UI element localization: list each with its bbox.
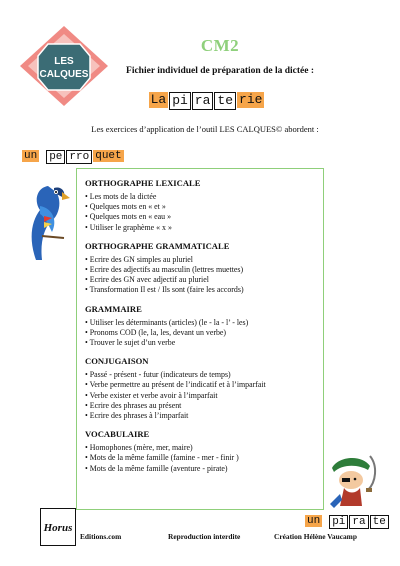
list-item: • Passé - présent - futur (indicateurs de temps) — [85, 370, 315, 380]
pirate-syllable: pi — [329, 515, 348, 529]
list-item: • Ecrire des phrases à l’imparfait — [85, 411, 315, 421]
parrot-syllable: pe — [46, 150, 65, 164]
pirate-syllable: te — [370, 515, 389, 529]
dictation-title — [0, 92, 400, 110]
list-item: • Utiliser les déterminants (articles) (le - la - l’ - les) — [85, 318, 315, 328]
section-orthographe-lexicale — [85, 178, 315, 233]
title-syllable: La — [150, 92, 167, 107]
logo-line1: LES — [54, 56, 74, 67]
subtitle: Fichier individuel de préparation de la dictée : — [126, 66, 314, 76]
section-heading: CONJUGAISON — [85, 356, 149, 367]
footer-editions: Editions.com — [80, 532, 122, 541]
footer-creation: Création Hélène Vaucamp — [274, 532, 357, 541]
list-item: • Homophones (mère, mer, maire) — [85, 443, 315, 453]
list-item: • Trouver le sujet d’un verbe — [85, 338, 315, 348]
section-heading: VOCABULAIRE — [85, 429, 150, 440]
list-item: • Ecrire des GN simples au pluriel — [85, 255, 315, 265]
parrot-syllable: quet — [95, 150, 122, 162]
pirate-illustration — [324, 450, 380, 510]
title-syllable: rie — [239, 92, 263, 107]
section-heading: GRAMMAIRE — [85, 303, 142, 314]
section-orthographe-grammaticale — [85, 241, 315, 296]
section-heading: ORTHOGRAPHE GRAMMATICALE — [85, 240, 230, 251]
list-item: • Mots de la même famille (aventure - pirate) — [85, 464, 315, 474]
list-item: • Les mots de la dictée — [85, 192, 315, 202]
list-item: • Ecrire des phrases au présent — [85, 401, 315, 411]
list-item: • Verbe exister et verbe avoir à l’imparfait — [85, 391, 315, 401]
pirate-syllable: un — [307, 515, 321, 527]
list-item: • Transformation Il est / Ils sont (faire les accords) — [85, 285, 315, 295]
list-item: • Ecrire des adjectifs au masculin (lettres muettes) — [85, 265, 315, 275]
title-syllable: te — [214, 92, 236, 110]
title-syllable: pi — [169, 92, 191, 110]
list-item: • Pronoms COD (le, la, les, devant un verbe) — [85, 328, 315, 338]
intro-text: Les exercices d’application de l’outil LES CALQUES© abordent : — [91, 124, 319, 134]
section-grammaire — [85, 304, 315, 349]
list-item: • Ecrire des GN avec adjectif au pluriel — [85, 275, 315, 285]
content-panel — [76, 168, 324, 510]
list-item: • Quelques mots en « eau » — [85, 212, 315, 222]
section-heading: ORTHOGRAPHE LEXICALE — [85, 178, 201, 188]
section-conjugaison — [85, 356, 315, 421]
footer-reproduction: Reproduction interdite — [168, 532, 241, 541]
list-item: • Quelques mots en « et » — [85, 202, 315, 212]
horus-logo: Horus — [40, 508, 76, 546]
section-vocabulaire — [85, 429, 315, 474]
list-item: • Verbe permettre au présent de l’indicatif et à l’imparfait — [85, 380, 315, 390]
grade-heading: CM2 — [200, 36, 240, 55]
pirate-syllable: ra — [349, 515, 368, 529]
title-syllable: ra — [192, 92, 214, 110]
list-item: • Mots de la même famille (famine - mer - finir ) — [85, 453, 315, 463]
parrot-syllable: un — [24, 150, 38, 162]
word-pirate — [305, 515, 390, 533]
parrot-syllable: rro — [66, 150, 92, 164]
logo-line2: CALQUES — [39, 69, 89, 80]
word-parrot — [22, 150, 125, 168]
parrot-illustration — [18, 176, 78, 266]
list-item: • Utiliser le graphème « x » — [85, 223, 315, 233]
